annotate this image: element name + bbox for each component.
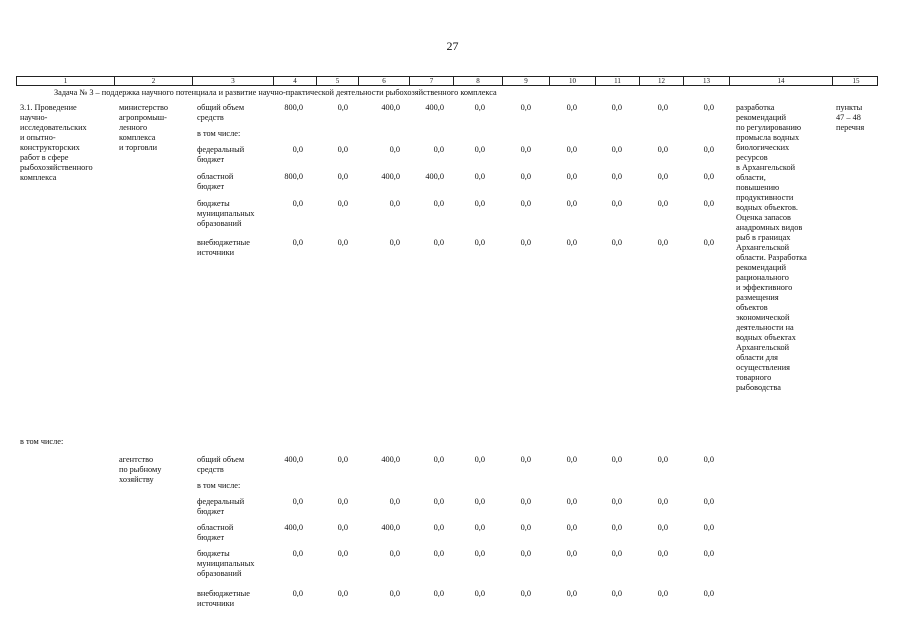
funding-value: 0,0	[337, 145, 348, 154]
funding-value: 0,0	[433, 549, 444, 558]
funding-value: 400,0	[381, 523, 400, 532]
funding-value: 0,0	[433, 145, 444, 154]
funding-value: 0,0	[433, 589, 444, 598]
funding-value: 0,0	[520, 523, 531, 532]
funding-value: 400,0	[425, 103, 444, 112]
column-header-14: 14	[730, 77, 833, 85]
funding-value: 0,0	[657, 172, 668, 181]
funding-value: 0,0	[611, 172, 622, 181]
funding-value: 0,0	[389, 238, 400, 247]
funding-value: 0,0	[433, 455, 444, 464]
funding-value: 0,0	[474, 589, 485, 598]
funding-value: 0,0	[611, 589, 622, 598]
funding-value: 0,0	[389, 497, 400, 506]
funding-value: 0,0	[703, 589, 714, 598]
column-header-5: 5	[317, 77, 359, 85]
funding-value: 0,0	[520, 549, 531, 558]
column-header-11: 11	[596, 77, 640, 85]
funding-value: 0,0	[474, 497, 485, 506]
funding-value: 0,0	[657, 103, 668, 112]
funding-value: 0,0	[566, 238, 577, 247]
funding-value: 0,0	[474, 145, 485, 154]
funding-value: 0,0	[657, 497, 668, 506]
funding-value: 0,0	[292, 145, 303, 154]
column-header-6: 6	[359, 77, 410, 85]
funding-value: 0,0	[520, 199, 531, 208]
funding-source: бюджеты муниципальных образований	[197, 199, 255, 228]
funding-value: 0,0	[703, 103, 714, 112]
column-header-4: 4	[274, 77, 317, 85]
funding-value: 0,0	[611, 199, 622, 208]
funding-value: 400,0	[381, 455, 400, 464]
page-number: 27	[446, 39, 459, 53]
funding-value: 0,0	[703, 497, 714, 506]
column-header-9: 9	[503, 77, 550, 85]
funding-value: 0,0	[337, 589, 348, 598]
funding-value: 0,0	[474, 523, 485, 532]
column-header-1: 1	[17, 77, 115, 85]
column-header-10: 10	[550, 77, 596, 85]
funding-value: 0,0	[520, 238, 531, 247]
funding-value: 0,0	[566, 523, 577, 532]
funding-source: областной бюджет	[197, 172, 234, 191]
funding-value: 0,0	[566, 103, 577, 112]
including-label: в том числе:	[20, 437, 64, 446]
executor-agency: агентство по рыбному хозяйству	[119, 455, 162, 484]
funding-value: 0,0	[389, 589, 400, 598]
funding-value: 0,0	[337, 172, 348, 181]
funding-value: 400,0	[381, 103, 400, 112]
column-header-3: 3	[193, 77, 274, 85]
funding-value: 0,0	[433, 497, 444, 506]
funding-source: в том числе:	[197, 129, 241, 138]
funding-source: внебюджетные источники	[197, 589, 250, 608]
funding-value: 0,0	[474, 549, 485, 558]
funding-source: общий объем средств	[197, 455, 245, 474]
funding-value: 0,0	[520, 497, 531, 506]
funding-value: 0,0	[292, 549, 303, 558]
funding-value: 0,0	[292, 238, 303, 247]
funding-value: 800,0	[284, 172, 303, 181]
funding-value: 0,0	[337, 455, 348, 464]
funding-value: 0,0	[520, 145, 531, 154]
column-number-header	[16, 76, 878, 86]
funding-value: 0,0	[474, 455, 485, 464]
funding-value: 0,0	[389, 549, 400, 558]
funding-value: 0,0	[703, 172, 714, 181]
funding-value: 0,0	[292, 199, 303, 208]
funding-value: 0,0	[657, 549, 668, 558]
funding-value: 0,0	[337, 238, 348, 247]
funding-value: 0,0	[611, 238, 622, 247]
funding-value: 0,0	[657, 523, 668, 532]
funding-source: бюджеты муниципальных образований	[197, 549, 255, 578]
funding-value: 0,0	[337, 199, 348, 208]
funding-value: 0,0	[337, 103, 348, 112]
funding-value: 0,0	[474, 103, 485, 112]
funding-source: внебюджетные источники	[197, 238, 250, 257]
funding-value: 0,0	[292, 589, 303, 598]
funding-source: общий объем средств	[197, 103, 245, 122]
funding-value: 0,0	[292, 497, 303, 506]
funding-value: 0,0	[474, 199, 485, 208]
column-header-12: 12	[640, 77, 684, 85]
column-header-7: 7	[410, 77, 454, 85]
funding-value: 0,0	[474, 238, 485, 247]
funding-value: 0,0	[611, 455, 622, 464]
funding-value: 0,0	[566, 145, 577, 154]
funding-value: 0,0	[566, 497, 577, 506]
funding-value: 0,0	[433, 238, 444, 247]
column-header-15: 15	[852, 77, 860, 85]
funding-source: областной бюджет	[197, 523, 234, 542]
task-title: Задача № 3 – поддержка научного потенциала и развитие научно-практической деятельности рыбохозяйственного комплекса	[54, 88, 497, 97]
funding-value: 400,0	[425, 172, 444, 181]
funding-value: 0,0	[703, 145, 714, 154]
funding-value: 0,0	[520, 455, 531, 464]
funding-source: федеральный бюджет	[197, 145, 245, 164]
funding-value: 0,0	[520, 589, 531, 598]
event-name: 3.1. Проведение научно- исследовательских и опытно- конструкторских работ в сфере рыбохозяйственного комплекса	[20, 103, 93, 182]
funding-value: 0,0	[389, 145, 400, 154]
funding-source: федеральный бюджет	[197, 497, 245, 516]
funding-value: 0,0	[566, 455, 577, 464]
funding-value: 0,0	[337, 549, 348, 558]
funding-value: 0,0	[703, 523, 714, 532]
funding-value: 800,0	[284, 103, 303, 112]
funding-value: 0,0	[474, 172, 485, 181]
funding-value: 0,0	[657, 199, 668, 208]
funding-value: 0,0	[703, 199, 714, 208]
funding-value: 0,0	[520, 172, 531, 181]
funding-value: 0,0	[611, 549, 622, 558]
expected-result: разработка рекомендаций по регулированию промысла водных биологических ресурсов в Архангельской области, повышению продуктивности водных объектов. Оценка запасов анадромных видов рыб в границах Архангельской области. Разработка рекомендаций рационального и эффективного размещения объектов экономической деятельности на водных объектах Архангельской области для осуществления товарного рыбоводства	[736, 103, 807, 392]
column-header-8: 8	[454, 77, 503, 85]
executor-ministry: министерство агропромыш- ленного комплекса и торговли	[119, 103, 169, 152]
funding-value: 0,0	[566, 549, 577, 558]
funding-source: в том числе:	[197, 481, 241, 490]
funding-value: 0,0	[433, 523, 444, 532]
funding-value: 0,0	[611, 523, 622, 532]
funding-value: 0,0	[657, 238, 668, 247]
column-header-13: 13	[684, 77, 730, 85]
funding-value: 400,0	[284, 523, 303, 532]
funding-value: 0,0	[389, 199, 400, 208]
funding-value: 0,0	[703, 455, 714, 464]
column-header-2: 2	[115, 77, 193, 85]
funding-value: 0,0	[566, 172, 577, 181]
funding-value: 0,0	[337, 497, 348, 506]
funding-value: 0,0	[611, 103, 622, 112]
funding-value: 0,0	[657, 589, 668, 598]
funding-value: 0,0	[337, 523, 348, 532]
funding-value: 0,0	[611, 497, 622, 506]
funding-value: 400,0	[381, 172, 400, 181]
reference-items: пункты 47 – 48 перечня	[836, 103, 865, 132]
funding-value: 0,0	[657, 455, 668, 464]
funding-value: 0,0	[657, 145, 668, 154]
funding-value: 0,0	[703, 238, 714, 247]
funding-value: 0,0	[566, 589, 577, 598]
funding-value: 400,0	[284, 455, 303, 464]
funding-value: 0,0	[703, 549, 714, 558]
funding-value: 0,0	[520, 103, 531, 112]
funding-value: 0,0	[433, 199, 444, 208]
funding-value: 0,0	[566, 199, 577, 208]
funding-value: 0,0	[611, 145, 622, 154]
